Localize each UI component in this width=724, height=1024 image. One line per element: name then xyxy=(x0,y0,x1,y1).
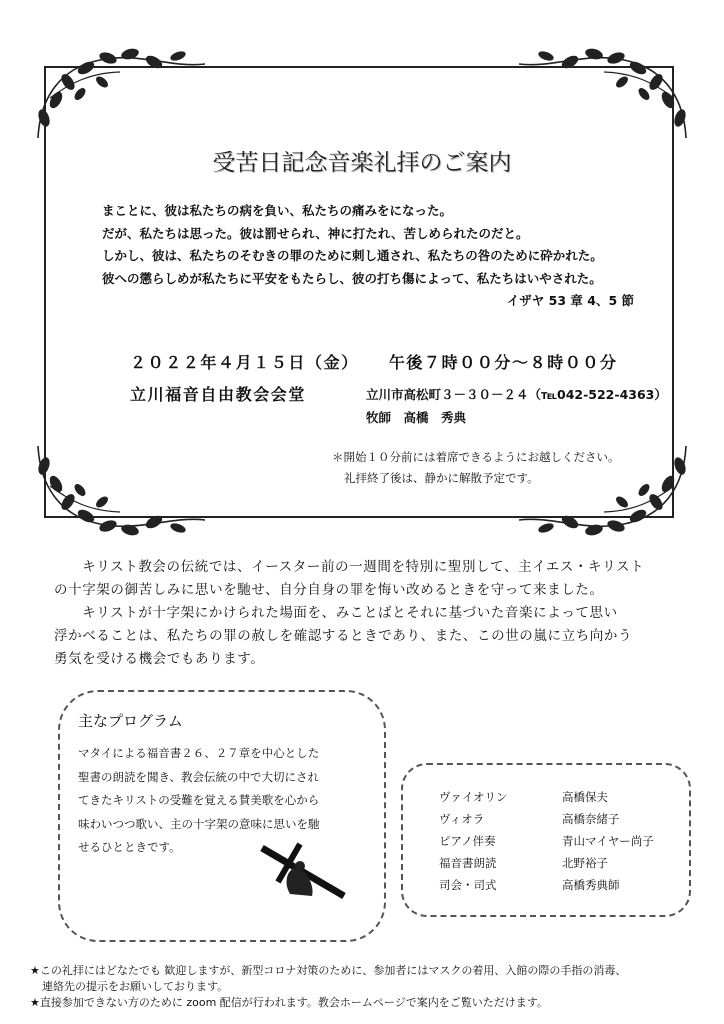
performer-name: 高橋秀典師 xyxy=(562,878,620,892)
event-venue: 立川福音自由教会会堂 xyxy=(130,385,307,404)
event-notes xyxy=(332,447,620,489)
footer-line: ★直接参加できない方のために zoom 配信が行われます。教会ホームページで案内をご覧いただけます。 xyxy=(30,996,548,1009)
performer-role: ピアノ伴奏 xyxy=(439,834,496,848)
event-time: 午後７時００分～８時００分 xyxy=(388,353,618,372)
performer-row xyxy=(439,877,620,893)
performer-row xyxy=(439,789,608,805)
program-line: 味わいつつ歌い、主の十字架の意味に思いを馳 xyxy=(78,816,320,831)
note-line: ＊開始１０分前には着席できるようにお越しください。 xyxy=(332,450,620,464)
verse-line: しかし、彼は、私たちのそむきの罪のために刺し通され、私たちの咎のために砕かれた。 xyxy=(102,248,603,263)
performer-role: 福音書朗読 xyxy=(439,856,497,870)
performer-role: 司会・司式 xyxy=(439,878,497,892)
performer-row xyxy=(439,811,620,827)
footer-line: ★この礼拝にはどなたでも 歓迎しますが、新型コロナ対策のために、参加者にはマスクの着用、入館の際の手指の消毒、 xyxy=(30,964,627,977)
program-title: 主なプログラム xyxy=(78,712,183,730)
program-box xyxy=(58,690,386,942)
vine-ornament-top-right-icon xyxy=(514,38,694,148)
performer-row xyxy=(439,833,654,849)
program-line: 聖書の朗読を聞き、教会伝統の中で大切にされ xyxy=(78,769,320,784)
performer-role: ヴァイオリン xyxy=(439,790,508,804)
program-line: てきたキリストの受難を覚える賛美歌を心から xyxy=(78,793,320,807)
program-line: マタイによる福音書２６、２７章を中心とした xyxy=(78,746,320,760)
performer-name: 高橋保夫 xyxy=(562,790,608,804)
intro-line: 浮かべることは、私たちの罪の赦しを確認するときであり、また、この世の嵐に立ち向かう xyxy=(54,628,633,644)
event-address: 立川市高松町３－３０－２４（℡042-522-4363） xyxy=(366,387,667,402)
footer-line: 連絡先の提示をお願いしております。 xyxy=(42,980,229,993)
verse-reference: イザヤ 53 章 4、5 節 xyxy=(506,293,634,308)
performer-name: 高橋奈緒子 xyxy=(562,812,620,826)
intro-line: 勇気を受ける機会でもあります。 xyxy=(54,651,265,667)
scripture-verse xyxy=(102,200,642,313)
intro-paragraph xyxy=(54,556,684,671)
performer-row xyxy=(439,855,608,871)
vine-ornament-bottom-left-icon xyxy=(30,436,210,546)
intro-line: の十字架の御苦しみに思いを馳せ、自分自身の罪を悔い改めるときを守って来ました。 xyxy=(54,582,604,598)
intro-line: キリスト教会の伝統では、イースター前の一週間を特別に聖別して、主イエス・キリスト xyxy=(54,559,645,575)
vine-ornament-top-left-icon xyxy=(30,38,210,148)
performer-name: 青山マイヤー尚子 xyxy=(562,834,654,848)
intro-line: キリストが十字架にかけられた場面を、みことばとそれに基づいた音楽によって思い xyxy=(54,605,618,621)
verse-line: まことに、彼は私たちの病を負い、私たちの痛みをになった。 xyxy=(102,203,453,218)
performers-box xyxy=(401,763,691,917)
event-date: ２０２２年４月１５日（金） xyxy=(130,353,359,372)
verse-line: 彼への懲らしめが私たちに平安をもたらし、彼の打ち傷によって、私たちはいやされた。 xyxy=(102,270,602,286)
verse-line: だが、私たちは思った。彼は罰せられ、神に打たれ、苦しめられたのだと。 xyxy=(102,225,529,241)
page-title: 受苦日記念音楽礼拝のご案内 xyxy=(212,150,512,176)
event-pastor: 牧師 高橋 秀典 xyxy=(366,410,467,425)
performer-role: ヴィオラ xyxy=(439,812,485,826)
performer-name: 北野裕子 xyxy=(562,856,608,870)
footer-notes xyxy=(30,963,626,1011)
event-datetime xyxy=(130,350,618,373)
note-line: 礼拝終了後は、静かに解散予定です。 xyxy=(344,471,539,485)
jesus-carrying-cross-icon xyxy=(256,838,346,900)
program-line: せるひとときです。 xyxy=(78,840,181,854)
